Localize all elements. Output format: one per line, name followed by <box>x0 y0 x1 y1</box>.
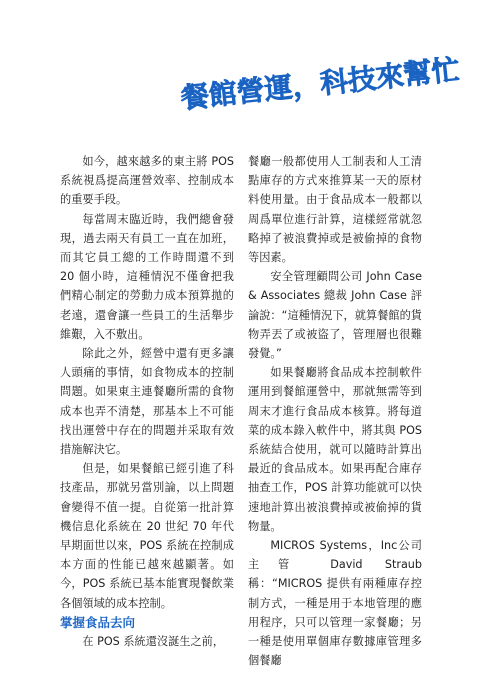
left-paragraph-4: 但是，如果餐館已經引進了科技產品，那就另當別論，以上問題會變得不值一提。自從第一批計算機信息化系統在 20 世紀 70 年代早期面世以來，POS 系統在控制成本方面的性能已越來越顯著。如今，POS 系統已基本能實現餐飲業各個領域的成本控制。 <box>60 462 234 610</box>
right-paragraph-1: 餐廳一般都使用人工制表和人工清點庫存的方式來推算某一天的原材料使用量。由于食品成本一般都以周爲單位進行計算，這樣經常就忽略掉了被浪費掉或是被偷掉的食物等因素。 <box>248 155 422 265</box>
left-paragraph-3: 除此之外，經營中還有更多讓人頭痛的事情，如食物成本的控制問題。如果東主連餐廳所需的食物成本也弄不清楚，那基本上不可能找出運營中存在的問題并采取有效措施解決它。 <box>60 347 234 457</box>
article-title <box>176 52 478 118</box>
right-paragraph-2: 安全管理顧問公司 John Case & Associates 總裁 John Case 評論說：“這種情況下，就算餐館的貨物弄丟了或被盜了，管理層也很難發覺。” <box>248 270 422 361</box>
section-heading: 掌握食品去向 <box>60 614 136 630</box>
left-column <box>60 152 234 651</box>
left-paragraph-2: 每當周末臨近時，我們總會發現，過去兩天有員工一直在加班，而其它員工總的工作時間還不到 20 個小時，這種情況不僅會把我們精心制定的勞動力成本預算拋的老遠，還會讓一些員工的生活舉步維艱，入不敷出。 <box>60 212 234 341</box>
left-paragraph-5: 在 POS 系統還沒誕生之前， <box>82 634 225 648</box>
left-paragraph-1: 如今，越來越多的東主將 POS 系統視爲提高運營效率、控制成本的重要手段。 <box>60 155 234 207</box>
right-paragraph-3: 如果餐廳將食品成本控制軟件運用到餐館運營中，那就無需等到周末才進行食品成本核算。將每道菜的成本錄入軟件中，將其與 POS 系統結合使用，就可以隨時計算出最近的食品成本。如果再配合庫存抽查工作，POS 計算功能就可以快速地計算出被浪費掉或被偷掉的貨物量。 <box>248 366 422 533</box>
article-title-text: 餐館營運，科技來幫忙 <box>179 52 462 115</box>
right-column <box>248 152 422 670</box>
right-paragraph-4: MICROS Systems，Inc公司主管 David Straub 稱：“MICROS 提供有兩種庫存控制方式，一種是用于本地管理的應用程序，只可以管理一家餐廳；另一種是使用單個庫存數據庫管理多個餐廳 <box>248 539 422 668</box>
